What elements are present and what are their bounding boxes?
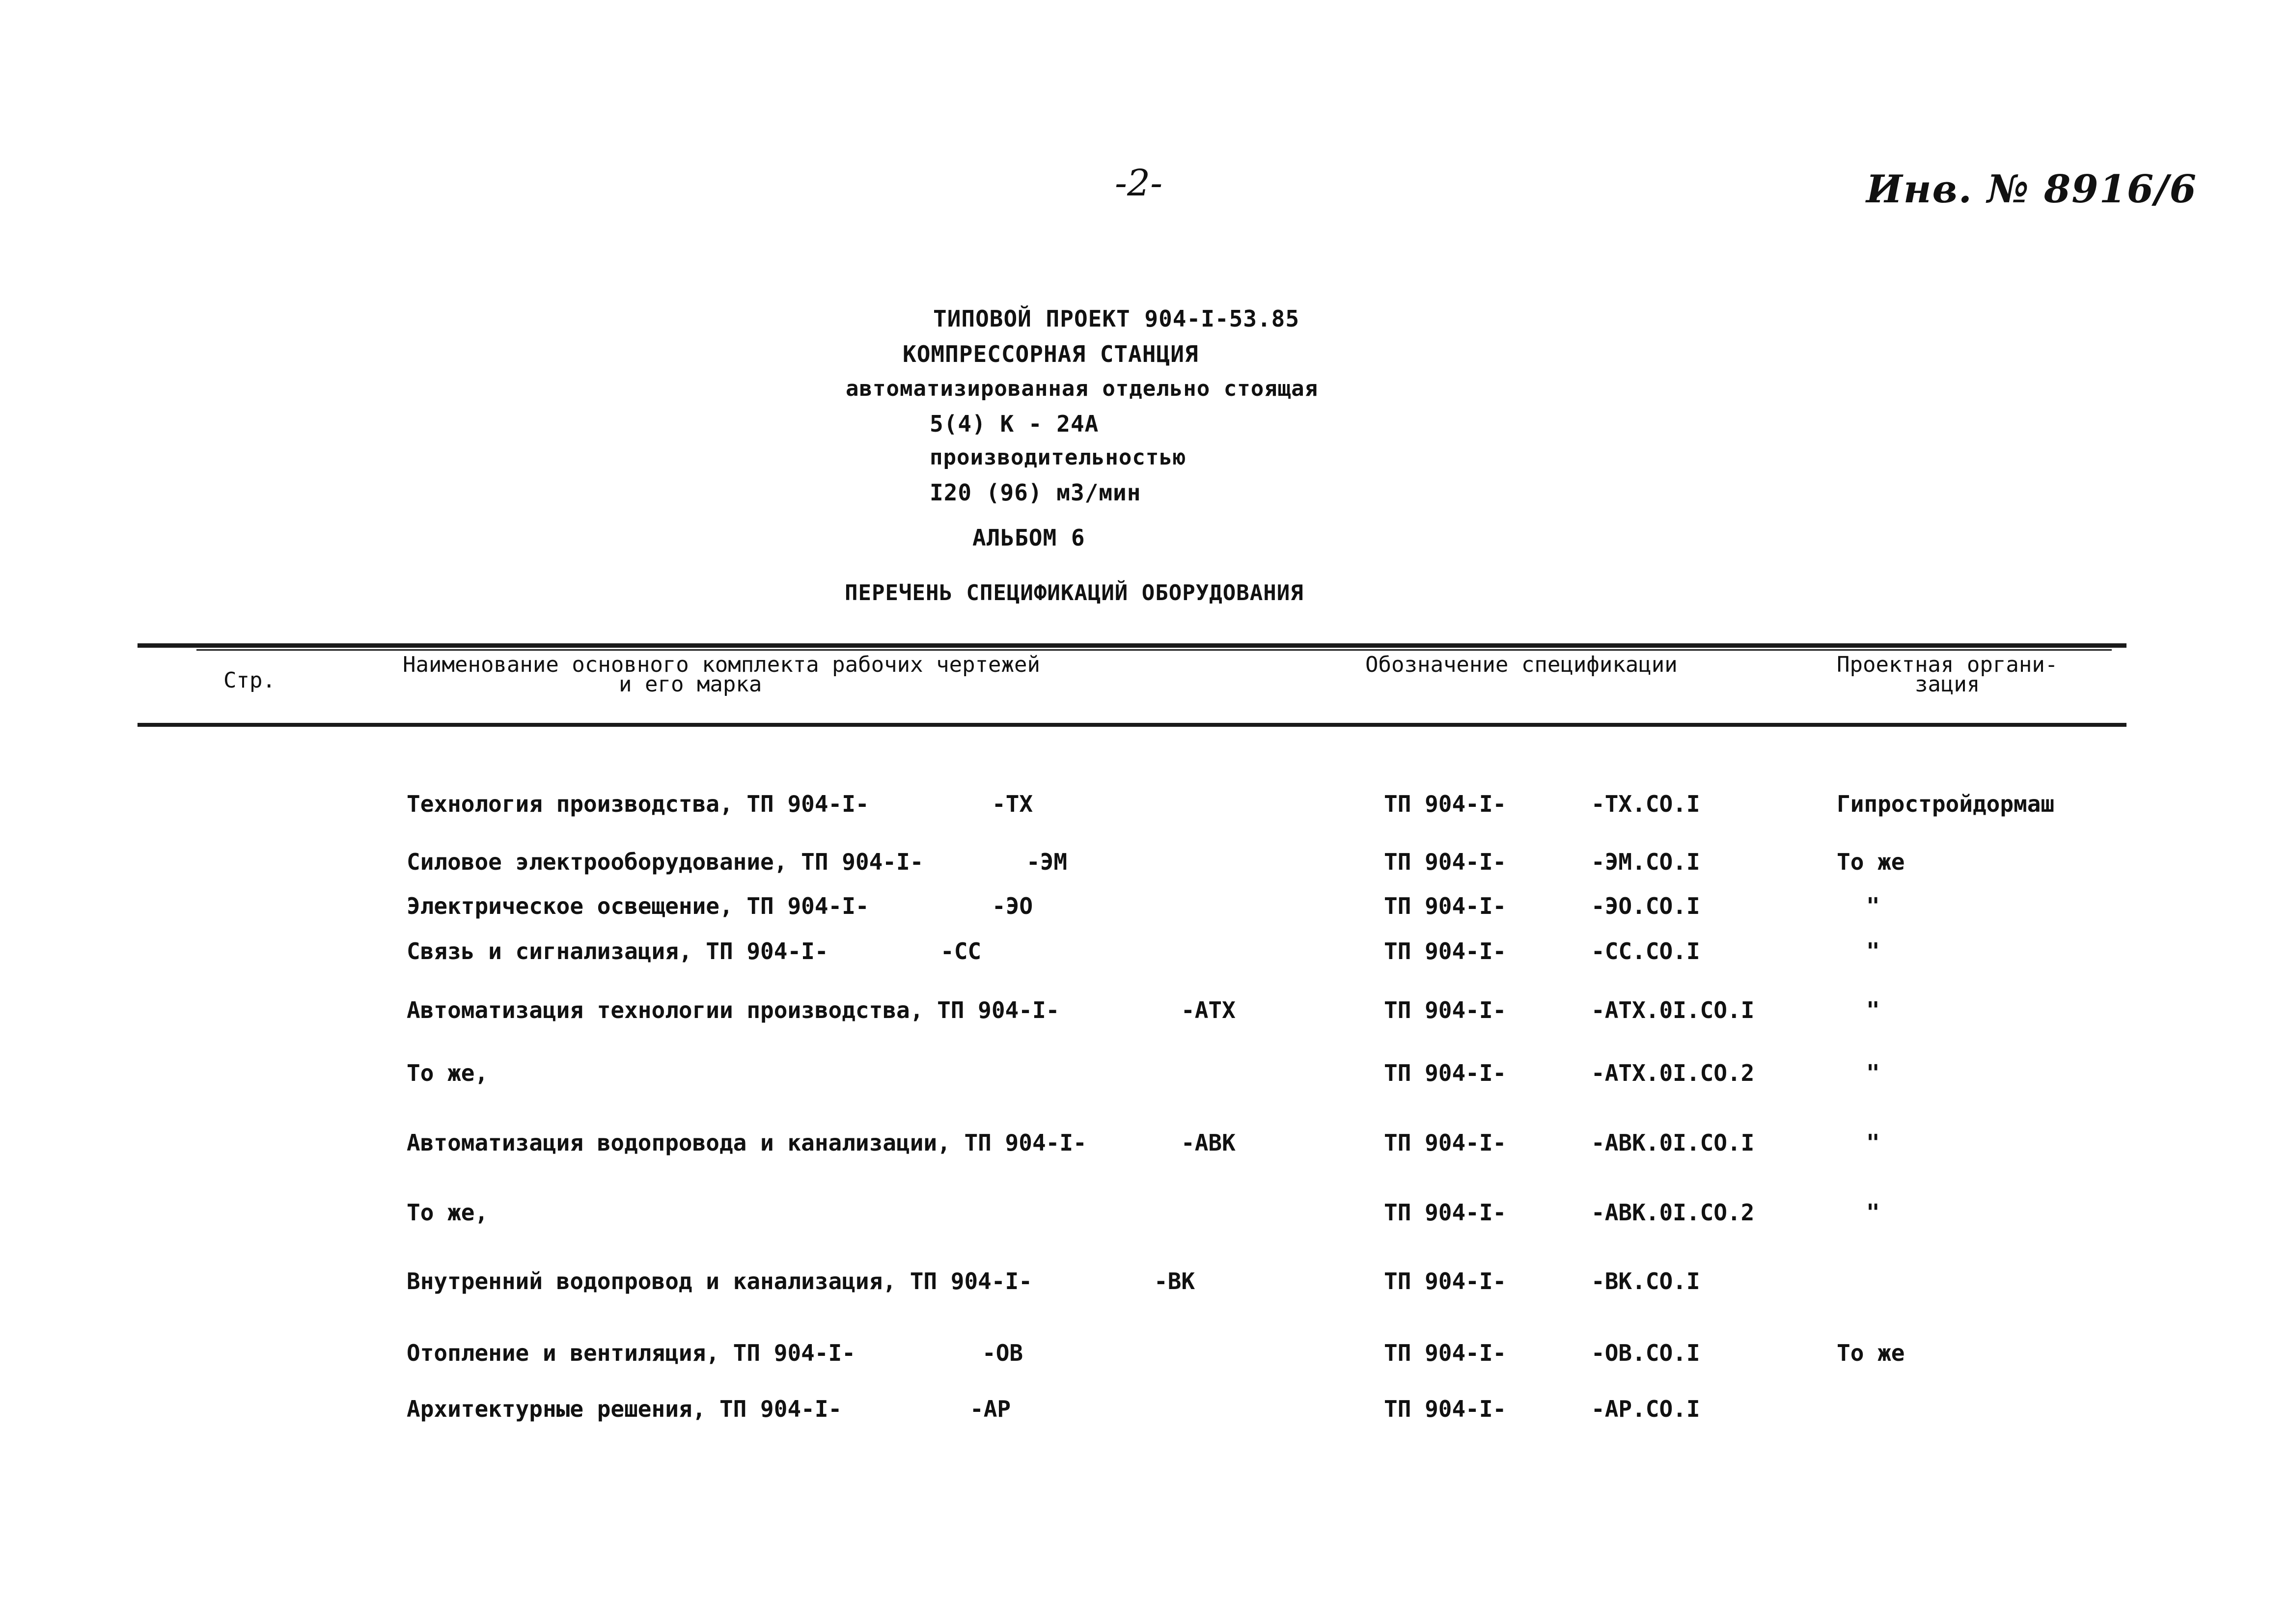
column-header-name-line2: и его марка [619,672,762,697]
row-name: Связь и сигнализация, ТП 904-I- [407,938,828,964]
column-header-org-line2: зация [1914,672,1980,697]
row-mark: -АВК [1181,1129,1236,1156]
row-organization: " [1866,938,1880,964]
row-name: Автоматизация технологии производства, ТП 904-I- [407,997,1060,1023]
column-header-name [403,652,1041,697]
row-name: Технология производства, ТП 904-I- [407,791,869,817]
row-code-project: ТП 904-I- [1384,938,1507,964]
row-mark: -АР [970,1396,1011,1422]
album-label: АЛЬБОМ 6 [972,524,1085,551]
row-organization: " [1866,893,1880,919]
column-header-name-line1: Наименование основного комплекта рабочих чертежей [403,652,1041,677]
table-top-rule [138,643,2126,648]
row-organization: " [1866,1129,1880,1156]
row-code-project: ТП 904-I- [1384,1268,1507,1294]
row-organization: " [1866,1199,1880,1226]
table-top-rule-secondary [196,649,2112,651]
row-organization: То же [1837,1340,1905,1366]
row-mark: -ОВ [982,1340,1023,1366]
row-code-project: ТП 904-I- [1384,1060,1507,1086]
table-header-rule [138,723,2126,727]
row-mark: -ЭМ [1026,849,1068,875]
row-code-project: ТП 904-I- [1384,791,1507,817]
row-code-project: ТП 904-I- [1384,849,1507,875]
row-code-spec: -АТХ.0I.СО.2 [1591,1060,1755,1086]
row-code-spec: -АР.СО.I [1591,1396,1700,1422]
row-code-spec: -ЭО.СО.I [1591,893,1700,919]
column-header-page: Стр. [223,668,276,693]
column-header-org [1837,652,2058,697]
row-mark: -ЭО [992,893,1033,919]
model-line: 5(4) К - 24А [930,411,1099,437]
row-code-spec: -ОВ.СО.I [1591,1340,1700,1366]
row-organization: " [1866,1060,1880,1086]
row-name: Архитектурные решения, ТП 904-I- [407,1396,842,1422]
row-name: Электрическое освещение, ТП 904-I- [407,893,869,919]
row-code-spec: -АВК.0I.СО.2 [1591,1199,1755,1226]
row-name: Автоматизация водопровода и канализации, ТП 904-I- [407,1129,1087,1156]
row-name: Отопление и вентиляция, ТП 904-I- [407,1340,856,1366]
row-code-project: ТП 904-I- [1384,1199,1507,1226]
row-name: Внутренний водопровод и канализация, ТП 904-I- [407,1268,1032,1294]
row-mark: -СС [940,938,982,964]
row-name: Силовое электрооборудование, ТП 904-I- [407,849,924,875]
row-code-project: ТП 904-I- [1384,1396,1507,1422]
station-subtitle: автоматизированная отдельно стоящая [846,376,1319,401]
row-code-project: ТП 904-I- [1384,1340,1507,1366]
row-mark: -ВК [1154,1268,1195,1294]
page-number: -2- [1115,162,1163,204]
station-title: КОМПРЕССОРНАЯ СТАНЦИЯ [903,341,1199,367]
row-code-spec: -СС.СО.I [1591,938,1700,964]
inventory-number: Инв. № 8916/6 [1866,167,2197,212]
row-mark: -ТХ [992,791,1033,817]
row-code-spec: -ТХ.СО.I [1591,791,1700,817]
row-code-project: ТП 904-I- [1384,1129,1507,1156]
row-code-spec: -ВК.СО.I [1591,1268,1700,1294]
row-code-project: ТП 904-I- [1384,997,1507,1023]
row-name: То же, [407,1060,489,1086]
column-header-org-line1: Проектная органи- [1837,652,2058,677]
row-code-spec: -АВК.0I.СО.I [1591,1129,1755,1156]
column-header-code: Обозначение спецификации [1365,652,1678,677]
row-code-project: ТП 904-I- [1384,893,1507,919]
row-organization: Гипростройдормаш [1837,791,2055,817]
row-mark: -АТХ [1181,997,1236,1023]
capacity-label: производительностью [930,445,1187,470]
row-code-spec: -АТХ.0I.СО.I [1591,997,1755,1023]
row-name: То же, [407,1199,489,1226]
project-title: ТИПОВОЙ ПРОЕКТ 904-I-53.85 [933,305,1300,332]
list-heading: ПЕРЕЧЕНЬ СПЕЦИФИКАЦИЙ ОБОРУДОВАНИЯ [845,580,1304,606]
capacity-value: I20 (96) м3/мин [930,479,1141,506]
row-code-spec: -ЭМ.СО.I [1591,849,1700,875]
row-organization: То же [1837,849,1905,875]
row-organization: " [1866,997,1880,1023]
